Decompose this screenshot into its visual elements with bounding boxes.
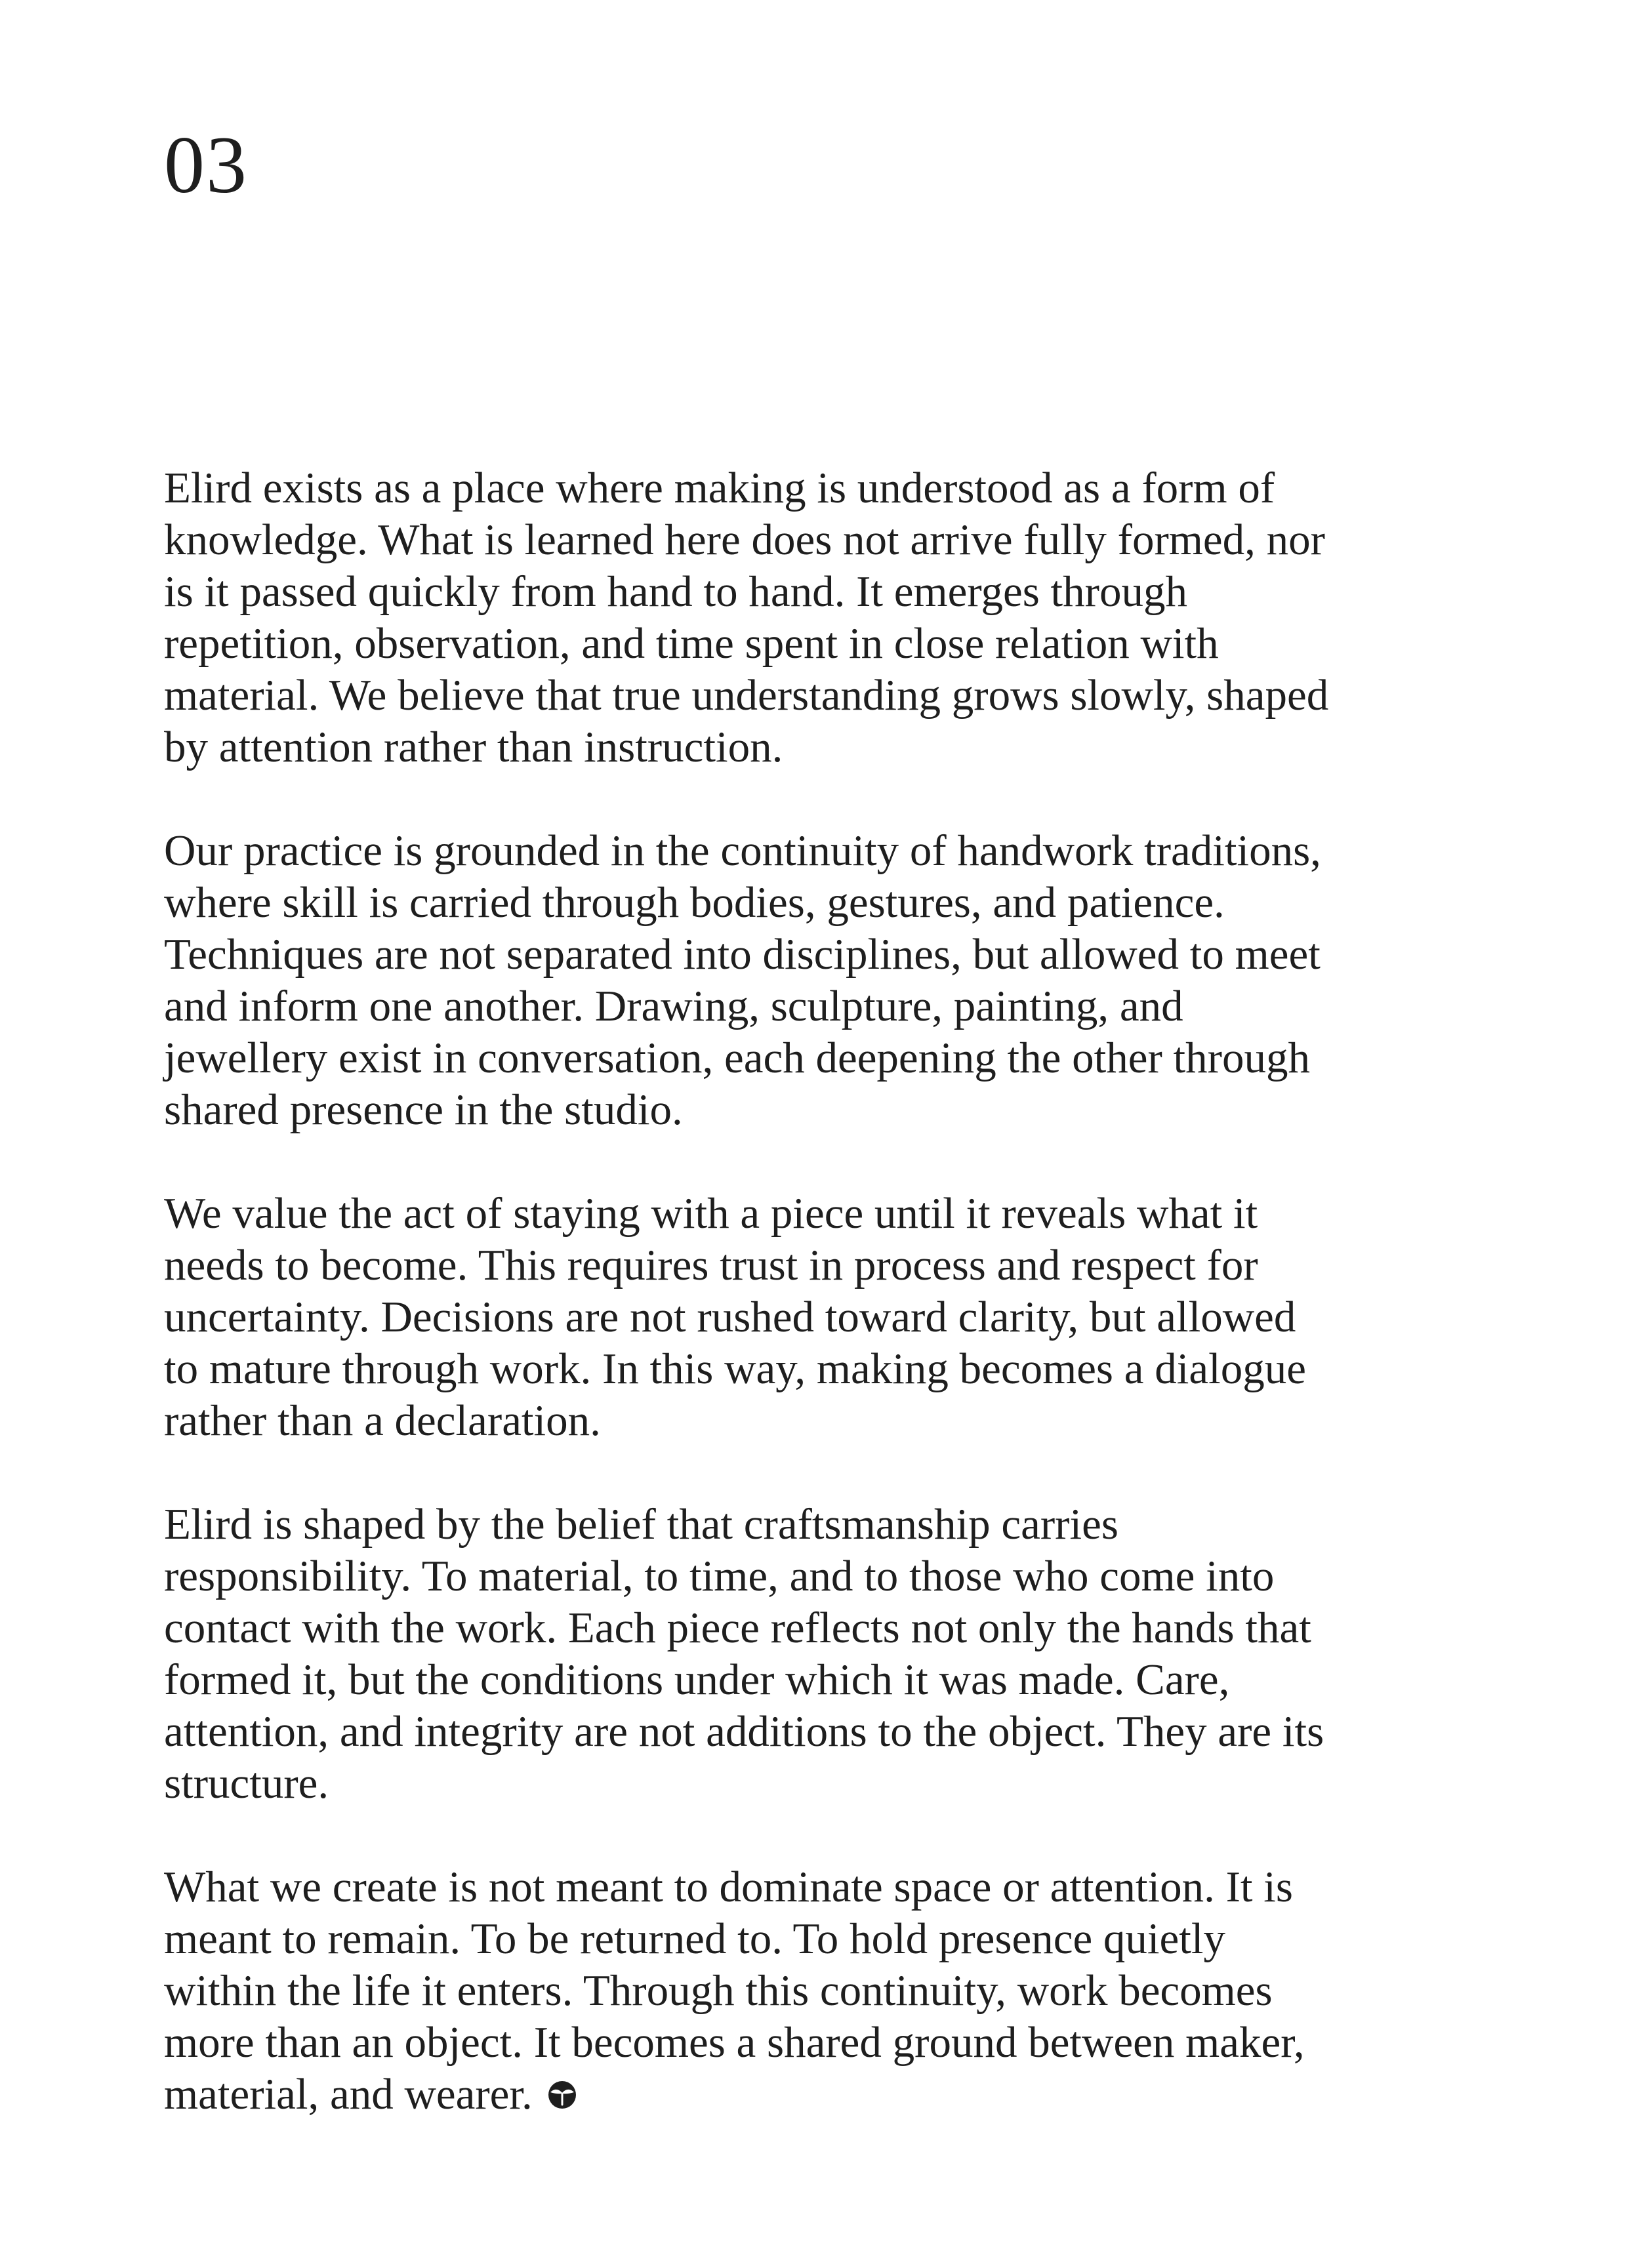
text-line: What we create is not meant to dominate space or attention. It is (164, 1863, 1293, 1911)
text-line: formed it, but the conditions under which it was made. Care, (164, 1655, 1230, 1704)
text-line: jewellery exist in conversation, each deepening the other through (164, 1034, 1310, 1082)
body-text (164, 462, 1502, 2172)
text-line: Elird is shaped by the belief that craftsmanship carries (164, 1500, 1118, 1549)
text-line-last (164, 2069, 1502, 2120)
text-line: contact with the work. Each piece reflects not only the hands that (164, 1604, 1311, 1652)
paragraph-5 (164, 1861, 1502, 2120)
text-line: repetition, observation, and time spent in close relation with (164, 619, 1219, 668)
text-line: material. We believe that true understanding grows slowly, shaped (164, 671, 1329, 719)
text-line: more than an object. It becomes a shared ground between maker, (164, 2018, 1305, 2067)
paragraph-4 (164, 1499, 1502, 1810)
text-line: within the life it enters. Through this continuity, work becomes (164, 1966, 1273, 2015)
text-line: by attention rather than instruction. (164, 723, 783, 771)
paragraph-1 (164, 462, 1502, 773)
text-line: shared presence in the studio. (164, 1085, 683, 1134)
text-line: where skill is carried through bodies, gestures, and patience. (164, 878, 1225, 927)
text-line: meant to remain. To be returned to. To hold presence quietly (164, 1914, 1226, 1963)
text-line: needs to become. This requires trust in process and respect for (164, 1241, 1258, 1289)
text-line: is it passed quickly from hand to hand. It emerges through (164, 567, 1187, 616)
text-line: knowledge. What is learned here does not arrive fully formed, nor (164, 516, 1325, 564)
text-line: responsibility. To material, to time, and to those who come into (164, 1552, 1275, 1600)
text-line: Techniques are not separated into disciplines, but allowed to meet (164, 930, 1321, 979)
text-line: attention, and integrity are not additions to the object. They are its (164, 1707, 1324, 1756)
text-line: Elird exists as a place where making is understood as a form of (164, 464, 1275, 512)
text-line: to mature through work. In this way, making becomes a dialogue (164, 1345, 1306, 1393)
page-number: 03 (164, 120, 248, 210)
text-line: rather than a declaration. (164, 1396, 601, 1445)
text-line-text: material, and wearer. (164, 2070, 533, 2118)
text-line: and inform one another. Drawing, sculpture, painting, and (164, 982, 1183, 1030)
paragraph-2 (164, 825, 1502, 1136)
text-line: Our practice is grounded in the continuity of handwork traditions, (164, 826, 1321, 875)
brand-emblem-icon (547, 2080, 577, 2110)
text-line: uncertainty. Decisions are not rushed toward clarity, but allowed (164, 1293, 1296, 1341)
paragraph-3 (164, 1188, 1502, 1447)
text-line: We value the act of staying with a piece until it reveals what it (164, 1189, 1258, 1238)
text-line: structure. (164, 1759, 329, 1808)
